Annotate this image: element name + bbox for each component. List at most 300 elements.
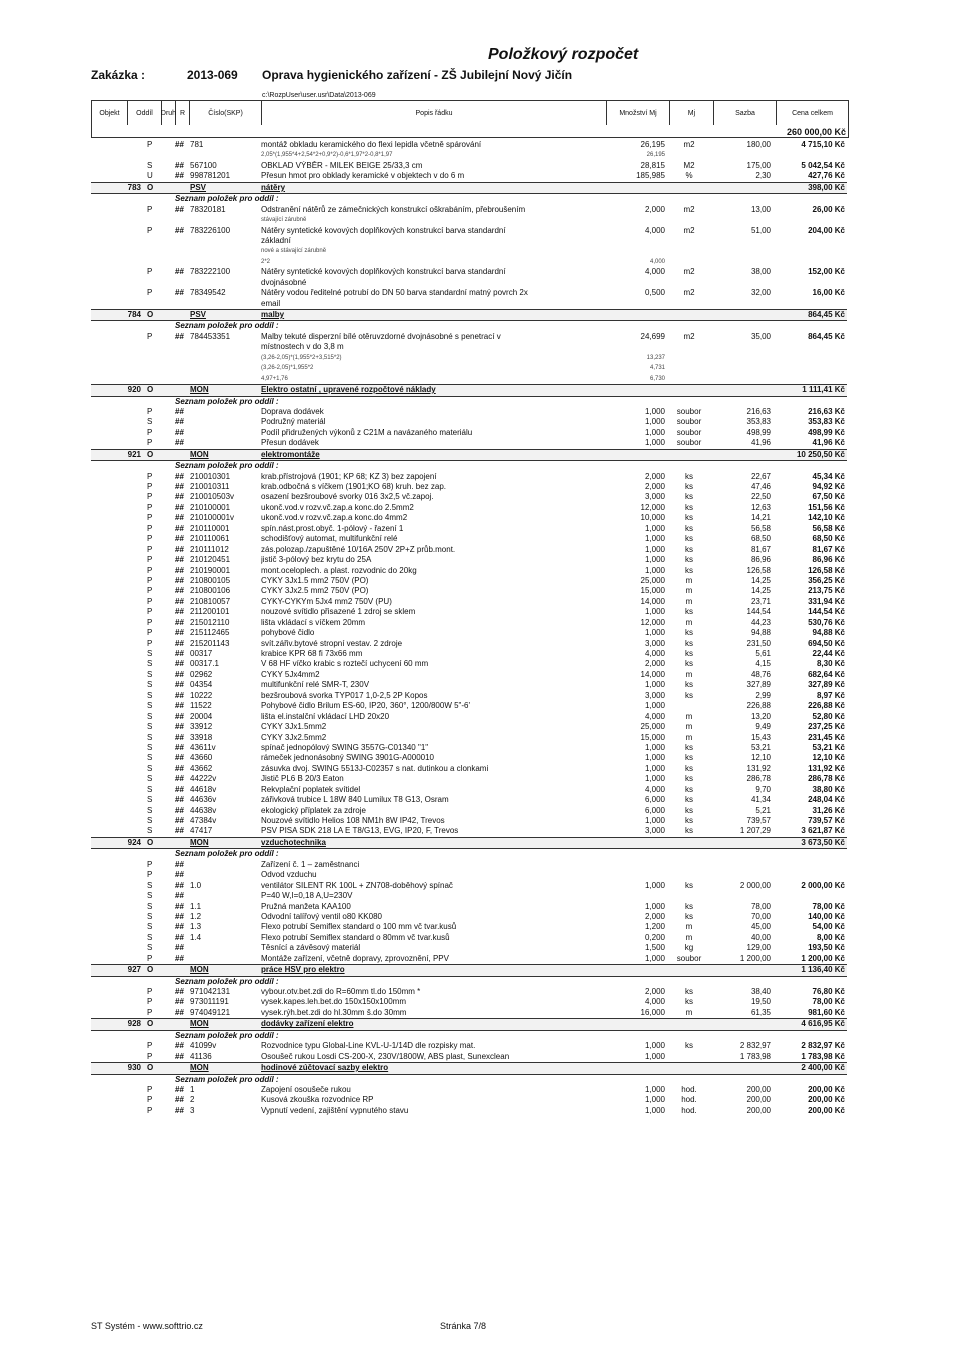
- row-code: 33918: [190, 732, 213, 742]
- row-description: dvojnásobné: [261, 277, 307, 287]
- row-description: Malby tekuté disperzní bílé otěruvzdorné dvojnásobné s penetrací v: [261, 331, 501, 341]
- col-sazba: Sazba: [714, 101, 777, 125]
- row-rate: 131,92: [746, 763, 771, 773]
- row-total: 2 000,00 Kč: [801, 880, 845, 890]
- table-row: [91, 922, 847, 932]
- table-row: [91, 1008, 847, 1018]
- row-mark: ##: [175, 406, 184, 416]
- row-unit: ks: [685, 826, 693, 836]
- row-description: zásuvka dvoj. SWING 5513J-C02357 s nat. dutinkou a clonkami: [261, 763, 489, 773]
- row-total: 2 832,97 Kč: [801, 1041, 845, 1051]
- row-unit: %: [685, 171, 693, 181]
- section-name: dodávky zařízení elektro: [261, 1019, 354, 1029]
- section-code: MON: [190, 385, 209, 395]
- section-number: 927: [127, 965, 141, 975]
- row-code: 1.4: [190, 932, 202, 942]
- table-row: [91, 733, 847, 743]
- row-code: 11522: [190, 701, 212, 711]
- row-unit: ks: [685, 555, 693, 565]
- table-row: [91, 712, 847, 722]
- row-rate: 48,76: [750, 669, 771, 679]
- row-unit: ks: [685, 1041, 693, 1051]
- row-code: 1.2: [190, 911, 202, 921]
- section-number: 924: [127, 837, 141, 847]
- row-description: CYKY 5Jx4mm2: [261, 669, 320, 679]
- table-row: [91, 806, 847, 816]
- budget-table: [91, 140, 847, 1116]
- row-mark: ##: [175, 795, 184, 805]
- row-unit: m: [685, 617, 693, 627]
- footer-software: ST Systém - www.softtrio.cz: [91, 1321, 203, 1331]
- table-row: [91, 555, 847, 565]
- col-popis: Popis řádku: [262, 101, 607, 125]
- row-unit: ks: [685, 753, 693, 763]
- row-quantity: 25,000: [640, 575, 665, 585]
- section-list-text: Seznam položek pro oddíl :: [175, 396, 279, 406]
- row-total: 226,88 Kč: [808, 701, 845, 711]
- row-unit: ks: [685, 534, 693, 544]
- row-quantity: 1,000: [644, 523, 665, 533]
- calc-note-row: [91, 353, 847, 363]
- col-druh: Druh: [162, 101, 176, 125]
- row-unit: hod.: [681, 1105, 697, 1115]
- section-list-label: [91, 977, 847, 987]
- row-description: OBKLAD VÝBĚR - MILEK BEIGE 25/33,3 cm: [261, 160, 423, 170]
- row-total: 142,10 Kč: [808, 513, 845, 523]
- row-unit: hod.: [681, 1095, 697, 1105]
- calc-note-row: [91, 215, 847, 225]
- row-description: spín.nást.prost.obyč. 1-pólový - řazení 1: [261, 523, 404, 533]
- section-total: 2 400,00 Kč: [801, 1063, 845, 1073]
- row-unit: ks: [685, 471, 693, 481]
- table-row: [91, 417, 847, 427]
- row-total: 68,50 Kč: [812, 534, 845, 544]
- row-total: 22,44 Kč: [812, 649, 845, 658]
- table-row: [91, 428, 847, 438]
- row-quantity: 1,000: [644, 607, 665, 617]
- row-description: email: [261, 298, 281, 308]
- row-description: nouzové svítidlo přisazené 1 zdroj se sklem: [261, 607, 416, 617]
- section-type: O: [147, 1063, 154, 1073]
- row-code: 3: [190, 1105, 195, 1115]
- row-unit: ks: [685, 523, 693, 533]
- row-code: 783226100: [190, 225, 231, 235]
- row-mark: ##: [175, 160, 184, 170]
- row-unit: soubor: [676, 406, 702, 416]
- table-row: [91, 576, 847, 586]
- table-row: [91, 954, 847, 964]
- table-row: [91, 628, 847, 638]
- row-rate: 15,43: [750, 732, 771, 742]
- row-mark: ##: [175, 417, 184, 427]
- row-mark: ##: [175, 732, 184, 742]
- row-druh: P: [147, 492, 153, 502]
- row-code: 210010311: [190, 482, 230, 491]
- file-path: c:\RozpUser\user.usr\Data\2013-069: [262, 92, 376, 99]
- row-quantity: 1,200: [644, 922, 665, 932]
- row-quantity: 1,000: [644, 774, 665, 784]
- row-code: 567100: [190, 160, 217, 170]
- row-code: 210111012: [190, 544, 229, 554]
- section-row: [91, 309, 847, 321]
- row-mark: ##: [175, 680, 184, 690]
- row-description: bezšroubová svorka TYP017 1,0-2,5 2P Kopos: [261, 690, 428, 700]
- table-row: [91, 691, 847, 701]
- section-name: nátěry: [261, 182, 286, 192]
- row-druh: P: [147, 987, 153, 996]
- row-rate: 22,67: [750, 471, 771, 481]
- row-unit: ks: [685, 482, 693, 491]
- row-unit: ks: [685, 805, 693, 815]
- row-unit: m: [685, 732, 693, 742]
- row-unit: ks: [685, 492, 693, 502]
- row-total: 200,00 Kč: [808, 1095, 845, 1105]
- row-quantity: 1,000: [644, 417, 665, 427]
- table-row: [91, 1041, 847, 1051]
- row-rate: 14,25: [750, 575, 771, 585]
- row-unit: m2: [683, 225, 695, 235]
- row-code: 210110061: [190, 534, 230, 544]
- table-row: [91, 743, 847, 753]
- row-unit: m2: [683, 140, 695, 149]
- row-rate: 86,96: [750, 555, 771, 565]
- row-druh: P: [147, 575, 153, 585]
- row-quantity: 1,000: [644, 753, 665, 763]
- section-row: [91, 1062, 847, 1074]
- row-mark: ##: [175, 140, 184, 149]
- row-mark: ##: [175, 922, 184, 932]
- row-unit: ks: [685, 680, 693, 690]
- row-quantity: 2,000: [644, 659, 665, 669]
- row-description: jistič 3-pólový bez krytu do 25A: [261, 555, 372, 565]
- row-rate: 175,00: [746, 160, 771, 170]
- row-description: krab.odbočná s víčkem (1901;KO 68) kruh. bez zap.: [261, 482, 446, 491]
- row-rate: 22,50: [750, 492, 771, 502]
- row-mark: ##: [175, 267, 184, 277]
- row-description: místnostech v do 3,8 m: [261, 342, 344, 352]
- row-unit: ks: [685, 502, 693, 512]
- row-description: Jistič PL6 B 20/3 Eaton: [261, 774, 344, 784]
- row-code: 215201143: [190, 638, 230, 648]
- col-mnozstvi: Množství Mj: [607, 101, 670, 125]
- row-code: 44618v: [190, 784, 217, 794]
- row-druh: P: [147, 140, 153, 149]
- row-total: 52,80 Kč: [812, 711, 845, 721]
- row-total: 45,34 Kč: [812, 471, 845, 481]
- row-druh: P: [147, 859, 153, 869]
- row-total: 286,78 Kč: [808, 774, 845, 784]
- table-row: [91, 267, 847, 277]
- row-quantity: 14,000: [640, 596, 665, 606]
- row-total: 216,63 Kč: [808, 406, 845, 416]
- row-unit: ks: [685, 565, 693, 575]
- row-quantity: 14,000: [640, 669, 665, 679]
- row-quantity: 4,000: [644, 649, 665, 658]
- row-rate: 70,00: [750, 911, 771, 921]
- row-druh: P: [147, 438, 153, 448]
- section-list-label: [91, 461, 847, 471]
- row-druh: P: [147, 638, 153, 648]
- row-rate: 23,71: [750, 596, 771, 606]
- row-description: ukonč.vod.v rozv.vč.zap.a konc.do 4mm2: [261, 513, 408, 523]
- section-type: O: [147, 449, 154, 459]
- row-total: 78,00 Kč: [812, 997, 845, 1007]
- row-total: 94,92 Kč: [812, 482, 845, 491]
- row-description: Pružná manžeta KAA100: [261, 901, 351, 911]
- row-rate: 78,00: [750, 901, 771, 911]
- row-druh: P: [147, 406, 153, 416]
- table-row: [91, 288, 847, 298]
- row-druh: S: [147, 160, 153, 170]
- row-quantity: 6,730: [649, 375, 665, 382]
- row-total: 8,00 Kč: [816, 932, 845, 942]
- table-row: [91, 891, 847, 901]
- row-description: Přesun hmot pro obklady keramické v objektech v do 6 m: [261, 171, 465, 181]
- table-row: [91, 860, 847, 870]
- row-druh: S: [147, 816, 153, 825]
- row-description: nové a stávající zárubně: [261, 248, 327, 255]
- section-name: Elektro ostatní , upravené rozpočtové náklady: [261, 385, 436, 395]
- row-mark: ##: [175, 1095, 184, 1105]
- section-list-text: Seznam položek pro oddíl :: [175, 1030, 279, 1040]
- row-quantity: 28,815: [640, 160, 665, 170]
- row-code: 210800105: [190, 575, 231, 585]
- row-druh: P: [147, 1084, 153, 1094]
- row-mark: ##: [175, 943, 184, 953]
- row-code: 44636v: [190, 795, 217, 805]
- row-rate: 12,10: [750, 753, 771, 763]
- row-code: 210800106: [190, 586, 231, 596]
- table-row: [91, 670, 847, 680]
- row-code: 210100001v: [190, 513, 235, 523]
- row-description: zářivková trubice L 18W 840 Lumilux T8 G13, Osram: [261, 795, 449, 805]
- row-description: CYKY 3Jx2.5mm2: [261, 732, 327, 742]
- row-druh: P: [147, 555, 153, 565]
- row-quantity: 10,000: [640, 513, 665, 523]
- row-mark: ##: [175, 880, 184, 890]
- row-druh: S: [147, 763, 153, 773]
- row-code: 210010301: [190, 471, 231, 481]
- section-type: O: [147, 837, 154, 847]
- table-row: [91, 701, 847, 711]
- row-unit: ks: [685, 880, 693, 890]
- row-unit: ks: [685, 901, 693, 911]
- row-total: 53,21 Kč: [812, 742, 845, 752]
- row-quantity: 4,000: [644, 225, 665, 235]
- row-mark: ##: [175, 953, 184, 963]
- table-row: [91, 226, 847, 236]
- row-description: Odstranění nátěrů ze zámečnických konstrukcí oškrabáním, přebroušením: [261, 204, 526, 214]
- row-quantity: 2,000: [644, 911, 665, 921]
- row-quantity: 1,000: [644, 427, 665, 437]
- table-row: [91, 795, 847, 805]
- row-code: 210100001: [190, 502, 231, 512]
- table-row: [91, 278, 847, 288]
- row-unit: ks: [685, 659, 693, 669]
- row-total: 144,54 Kč: [808, 607, 845, 617]
- row-description: zás.polozap./zapuštěné 10/16A 250V 2P+Z průb.mont.: [261, 544, 456, 554]
- section-list-text: Seznam položek pro oddíl :: [175, 849, 279, 859]
- row-description: Nátěry syntetické kovových doplňkových konstrukcí barva standardní: [261, 225, 506, 235]
- row-description: Zařízení č. 1 – zaměstnanci: [261, 859, 360, 869]
- row-description: Rozvodnice typu Global-Line KVL-U-1/14D dle rozpisky mat.: [261, 1041, 476, 1051]
- row-total: 8,30 Kč: [816, 659, 845, 669]
- row-mark: ##: [175, 331, 184, 341]
- row-rate: 38,40: [750, 987, 771, 996]
- row-total: 3 621,87 Kč: [801, 826, 845, 836]
- row-mark: ##: [175, 669, 184, 679]
- row-unit: ks: [685, 628, 693, 638]
- table-row: [91, 816, 847, 826]
- row-unit: m2: [683, 331, 695, 341]
- row-quantity: 4,731: [649, 365, 665, 372]
- row-unit: m: [685, 596, 693, 606]
- row-code: 78320181: [190, 204, 226, 214]
- table-row: [91, 332, 847, 342]
- calc-note-row: [91, 374, 847, 384]
- row-total: 231,45 Kč: [808, 732, 845, 742]
- row-druh: S: [147, 722, 153, 732]
- row-mark: ##: [175, 901, 184, 911]
- row-description: PSV PISA SDK 218 LA E T8/G13, EVG, IP20, F, Trevos: [261, 826, 459, 836]
- row-druh: P: [147, 565, 153, 575]
- row-description: Přesun dodávek: [261, 438, 319, 448]
- row-druh: S: [147, 880, 153, 890]
- table-row: [91, 607, 847, 617]
- row-description: 2,05*(1,955*4+2,54*2+0,9*2)-0,6*1,97*2-0,8*1,97: [261, 152, 393, 159]
- row-total: 78,00 Kč: [812, 901, 845, 911]
- zakazka-code: 2013-069: [187, 68, 238, 82]
- row-description: vysek.kapes.leh.bet.do 150x150x100mm: [261, 997, 406, 1007]
- row-code: 00317: [190, 649, 213, 658]
- row-mark: ##: [175, 932, 184, 942]
- row-quantity: 2,000: [644, 204, 665, 214]
- row-mark: ##: [175, 891, 184, 901]
- row-unit: ks: [685, 795, 693, 805]
- row-druh: S: [147, 659, 153, 669]
- section-total: 398,00 Kč: [808, 182, 845, 192]
- col-mj: Mj: [670, 101, 714, 125]
- row-total: 694,50 Kč: [808, 638, 845, 648]
- row-quantity: 1,000: [644, 701, 665, 711]
- row-quantity: 24,699: [640, 331, 665, 341]
- row-druh: P: [147, 1051, 153, 1061]
- row-druh: P: [147, 953, 153, 963]
- section-name: hodinové zúčtovací sazby elektro: [261, 1063, 389, 1073]
- row-mark: ##: [175, 774, 184, 784]
- row-code: 1: [190, 1084, 195, 1094]
- section-list-label: [91, 1031, 847, 1041]
- row-druh: S: [147, 774, 153, 784]
- row-total: 140,00 Kč: [808, 911, 845, 921]
- row-code: 41099v: [190, 1041, 217, 1051]
- row-druh: S: [147, 701, 153, 711]
- table-row: [91, 639, 847, 649]
- row-total: 12,10 Kč: [812, 753, 845, 763]
- row-druh: P: [147, 204, 153, 214]
- row-description: lišta vkládací s víčkem 20mm: [261, 617, 366, 627]
- row-code: 43660: [190, 753, 213, 763]
- row-druh: P: [147, 1007, 153, 1017]
- row-rate: 1 207,29: [739, 826, 771, 836]
- row-druh: S: [147, 417, 153, 427]
- section-list-text: Seznam položek pro oddíl :: [175, 321, 279, 331]
- row-mark: ##: [175, 1105, 184, 1115]
- row-unit: ks: [685, 911, 693, 921]
- row-rate: 226,88: [746, 701, 771, 711]
- row-mark: ##: [175, 586, 184, 596]
- row-druh: P: [147, 870, 153, 880]
- row-mark: ##: [175, 826, 184, 836]
- row-rate: 68,50: [750, 534, 771, 544]
- row-mark: ##: [175, 225, 184, 235]
- row-druh: P: [147, 997, 153, 1007]
- row-total: 26,00 Kč: [812, 204, 845, 214]
- row-total: 94,88 Kč: [812, 628, 845, 638]
- section-total: 3 673,50 Kč: [801, 837, 845, 847]
- row-quantity: 1,000: [644, 406, 665, 416]
- row-total: 1 783,98 Kč: [801, 1051, 845, 1061]
- row-mark: ##: [175, 742, 184, 752]
- row-mark: ##: [175, 534, 184, 544]
- row-quantity: 12,000: [640, 502, 665, 512]
- col-objekt: Objekt: [92, 101, 128, 125]
- grand-total: 260 000,00 Kč: [786, 127, 846, 137]
- row-rate: 129,00: [746, 943, 771, 953]
- table-row: [91, 618, 847, 628]
- row-description: Těsnící a závěsový materiál: [261, 943, 361, 953]
- row-druh: S: [147, 784, 153, 794]
- row-mark: ##: [175, 617, 184, 627]
- row-unit: ks: [685, 649, 693, 658]
- row-quantity: 1,500: [644, 943, 665, 953]
- row-code: 44222v: [190, 774, 217, 784]
- row-unit: soubor: [676, 953, 702, 963]
- section-code: MON: [190, 837, 209, 847]
- section-type: O: [147, 310, 154, 319]
- row-total: 204,00 Kč: [808, 225, 845, 235]
- row-rate: 180,00: [746, 140, 771, 149]
- row-quantity: 1,000: [644, 742, 665, 752]
- row-description: CYKY-CYKYm 5Jx4 mm2 750V (PU): [261, 596, 392, 606]
- row-rate: 327,89: [746, 680, 771, 690]
- row-mark: ##: [175, 859, 184, 869]
- row-unit: m2: [683, 288, 695, 298]
- row-unit: m: [685, 722, 693, 732]
- row-druh: P: [147, 586, 153, 596]
- table-row: [91, 1085, 847, 1095]
- row-total: 248,04 Kč: [808, 795, 845, 805]
- row-quantity: 3,000: [644, 826, 665, 836]
- row-code: 210110001: [190, 523, 230, 533]
- row-rate: 216,63: [746, 406, 771, 416]
- section-type: O: [147, 182, 154, 192]
- row-druh: P: [147, 513, 153, 523]
- row-druh: P: [147, 331, 153, 341]
- row-total: 38,80 Kč: [812, 784, 845, 794]
- row-quantity: 15,000: [640, 732, 665, 742]
- table-row: [91, 659, 847, 669]
- section-row: [91, 182, 847, 194]
- document-title: Položkový rozpočet: [488, 46, 639, 63]
- row-code: 33912: [190, 722, 213, 732]
- row-rate: 2 832,97: [739, 1041, 771, 1051]
- section-row: [91, 449, 847, 461]
- table-row: [91, 438, 847, 448]
- row-total: 193,50 Kč: [808, 943, 845, 953]
- row-code: 41136: [190, 1051, 212, 1061]
- table-row: [91, 912, 847, 922]
